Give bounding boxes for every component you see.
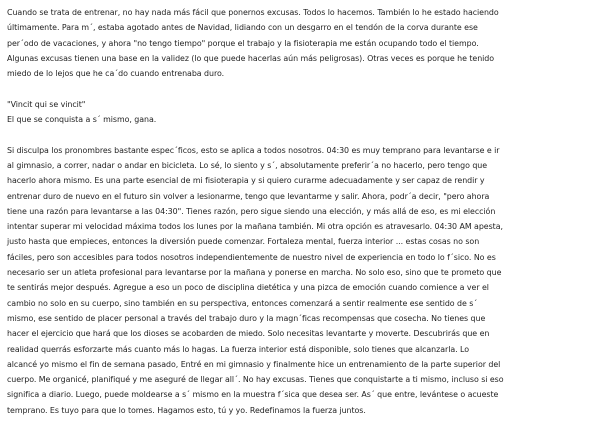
text-line: alcancé yo mismo el fin de semana pasado, Entré en mi gimnasio y finalmente hice un entrenamiento de la parte superior del	[7, 359, 501, 369]
text-line: te sentirás mejor después. Agregue a eso un poco de disciplina dietética y una pizca de emoción cuando comience a ver el	[7, 283, 489, 293]
text-line: realidad querrás esforzarte más cuanto más lo hagas. La fuerza interior está disponible, solo tienes que alcanzarla. Lo	[7, 344, 470, 354]
text-line: cambio no solo en su cuerpo, sino también en su perspectiva, entonces comenzará a sentir realmente ese sentido de s´	[7, 298, 478, 308]
text-line: cuerpo. Me organicé, planifiqué y me aseguré de llegar all´. No hay excusas. Tienes que conquistarte a ti mismo, incluso si eso	[7, 375, 504, 385]
text-line: temprano. Es tuyo para que lo tomes. Hagamos esto, tú y yo. Redefinamos la fuerza juntos.	[7, 405, 366, 415]
text-line: miedo de lo lejos que he ca´do cuando entrenaba duro.	[7, 69, 225, 79]
text-line: al gimnasio, a correr, nadar o andar en bicicleta. Lo sé, lo siento y s´, absolutamente preferir´a no hacerlo, pero tengo que	[7, 160, 488, 170]
paragraph-spacer	[7, 81, 595, 96]
quote-latin: "Vincit qui se vincit"	[7, 99, 86, 109]
text-line: mismo, ese sentido de placer personal a través del trabajo duro y la magn´ficas recompensas que cosecha. No tienes que	[7, 313, 486, 323]
text-line: últimamente. Para m´, estaba agotado antes de Navidad, lidiando con un desgarro en el tendón de la corva durante ese	[7, 23, 478, 33]
text-line: Si disculpa los pronombres bastante espec´ficos, esto se aplica a todos nosotros. 04:30 es muy temprano para levantarse e ir	[7, 145, 500, 155]
intro-paragraph	[7, 5, 595, 81]
text-line: hacer el ejercicio que hará que los dioses se acobarden de miedo. Solo necesitas levantarte y moverte. Descubrirás que en	[7, 329, 490, 339]
quote-paragraph	[7, 97, 595, 128]
text-line: hacerlo ahora mismo. Es una parte esencial de mi fisioterapia y si quiero curarme adecuadamente y ser capaz de rendir y	[7, 176, 485, 186]
text-line: entrenar duro de nuevo en el futuro sin volver a lesionarme, tengo que levantarme y salir. Ahora, podr´a decir, "pero ahora	[7, 191, 490, 201]
text-line: tiene una razón para levantarse a las 04:30". Tienes razón, pero sigue siendo una elección, y más allá de eso, es mi elección	[7, 206, 496, 216]
text-line: justo hasta que empieces, entonces la diversión puede comenzar. Fortaleza mental, fuerza interior ... estas cosas no son	[7, 237, 480, 247]
text-line: per´odo de vacaciones, y ahora "no tengo tiempo" porque el trabajo y la fisioterapia me están ocupando todo el tiempo.	[7, 38, 479, 48]
paragraph-spacer	[7, 127, 595, 142]
article-body	[7, 5, 595, 418]
quote-translation: El que se conquista a s´ mismo, gana.	[7, 115, 157, 125]
text-line: Cuando se trata de entrenar, no hay nada más fácil que ponernos excusas. Todos lo hacemos. También lo he estado haciendo	[7, 8, 499, 17]
text-line: significa a diario. Luego, puede moldearse a s´ mismo en la muestra f´sica que desea ser. As´ que entre, levántese o acueste	[7, 390, 499, 400]
text-line: necesario ser un atleta profesional para levantarse por la mañana y ponerse en marcha. No solo eso, sino que te prometo que	[7, 268, 502, 278]
text-line: intentar superar mi velocidad máxima todos los lunes por la mañana también. Mi otra opción es atravesarlo. 04:30 AM apesta,	[7, 222, 503, 232]
main-paragraph	[7, 143, 595, 418]
text-line: fáciles, pero son accesibles para todos nosotros independientemente de nuestro nivel de experiencia en todo lo f´sico. No es	[7, 252, 496, 262]
text-line: Algunas excusas tienen una base en la validez (lo que puede hacerlas aún más peligrosas). Otras veces es porque he tenido	[7, 53, 495, 63]
